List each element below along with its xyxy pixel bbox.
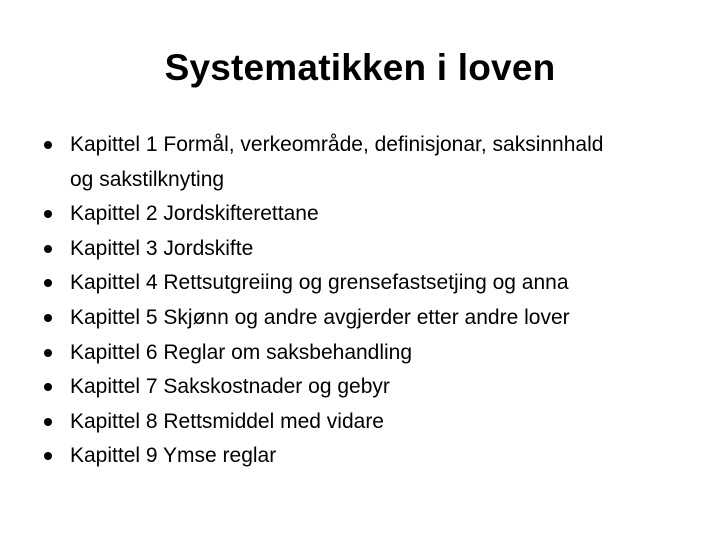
list-item bbox=[44, 128, 610, 197]
bullet-icon bbox=[44, 314, 52, 322]
list-item-label: Kapittel 2 Jordskifterettane bbox=[70, 202, 319, 226]
list-item bbox=[44, 266, 684, 301]
list-item bbox=[44, 301, 684, 336]
bullet-icon bbox=[44, 349, 52, 357]
slide-title: Systematikken i loven bbox=[164, 47, 556, 88]
bullet-icon bbox=[44, 383, 52, 391]
list-item bbox=[44, 439, 684, 474]
bullet-icon bbox=[44, 141, 52, 149]
bullet-icon bbox=[44, 418, 52, 426]
list-item-label: Kapittel 3 Jordskifte bbox=[70, 236, 254, 260]
bullet-icon bbox=[44, 210, 52, 218]
list-item bbox=[44, 232, 684, 267]
list-item-label: Kapittel 9 Ymse reglar bbox=[70, 444, 277, 468]
list-item-label: Kapittel 6 Reglar om saksbehandling bbox=[70, 340, 413, 364]
list-item-label: Kapittel 7 Sakskostnader og gebyr bbox=[70, 375, 390, 399]
list-item bbox=[44, 405, 684, 440]
list-item-label: Kapittel 8 Rettsmiddel med vidare bbox=[70, 409, 384, 433]
list-item-label: Kapittel 4 Rettsutgreiing og grensefastsetjing og anna bbox=[70, 271, 569, 295]
bullet-icon bbox=[44, 279, 52, 287]
list-item bbox=[44, 197, 684, 232]
bullet-list bbox=[44, 128, 684, 474]
bullet-icon bbox=[44, 452, 52, 460]
bullet-icon bbox=[44, 245, 52, 253]
list-item-label: Kapittel 5 Skjønn og andre avgjerder etter andre lover bbox=[70, 305, 570, 329]
list-item-label: Kapittel 1 Formål, verkeområde, definisjonar, saksinnhald og sakstilknyting bbox=[70, 133, 604, 191]
list-item bbox=[44, 336, 684, 371]
list-item bbox=[44, 370, 684, 405]
